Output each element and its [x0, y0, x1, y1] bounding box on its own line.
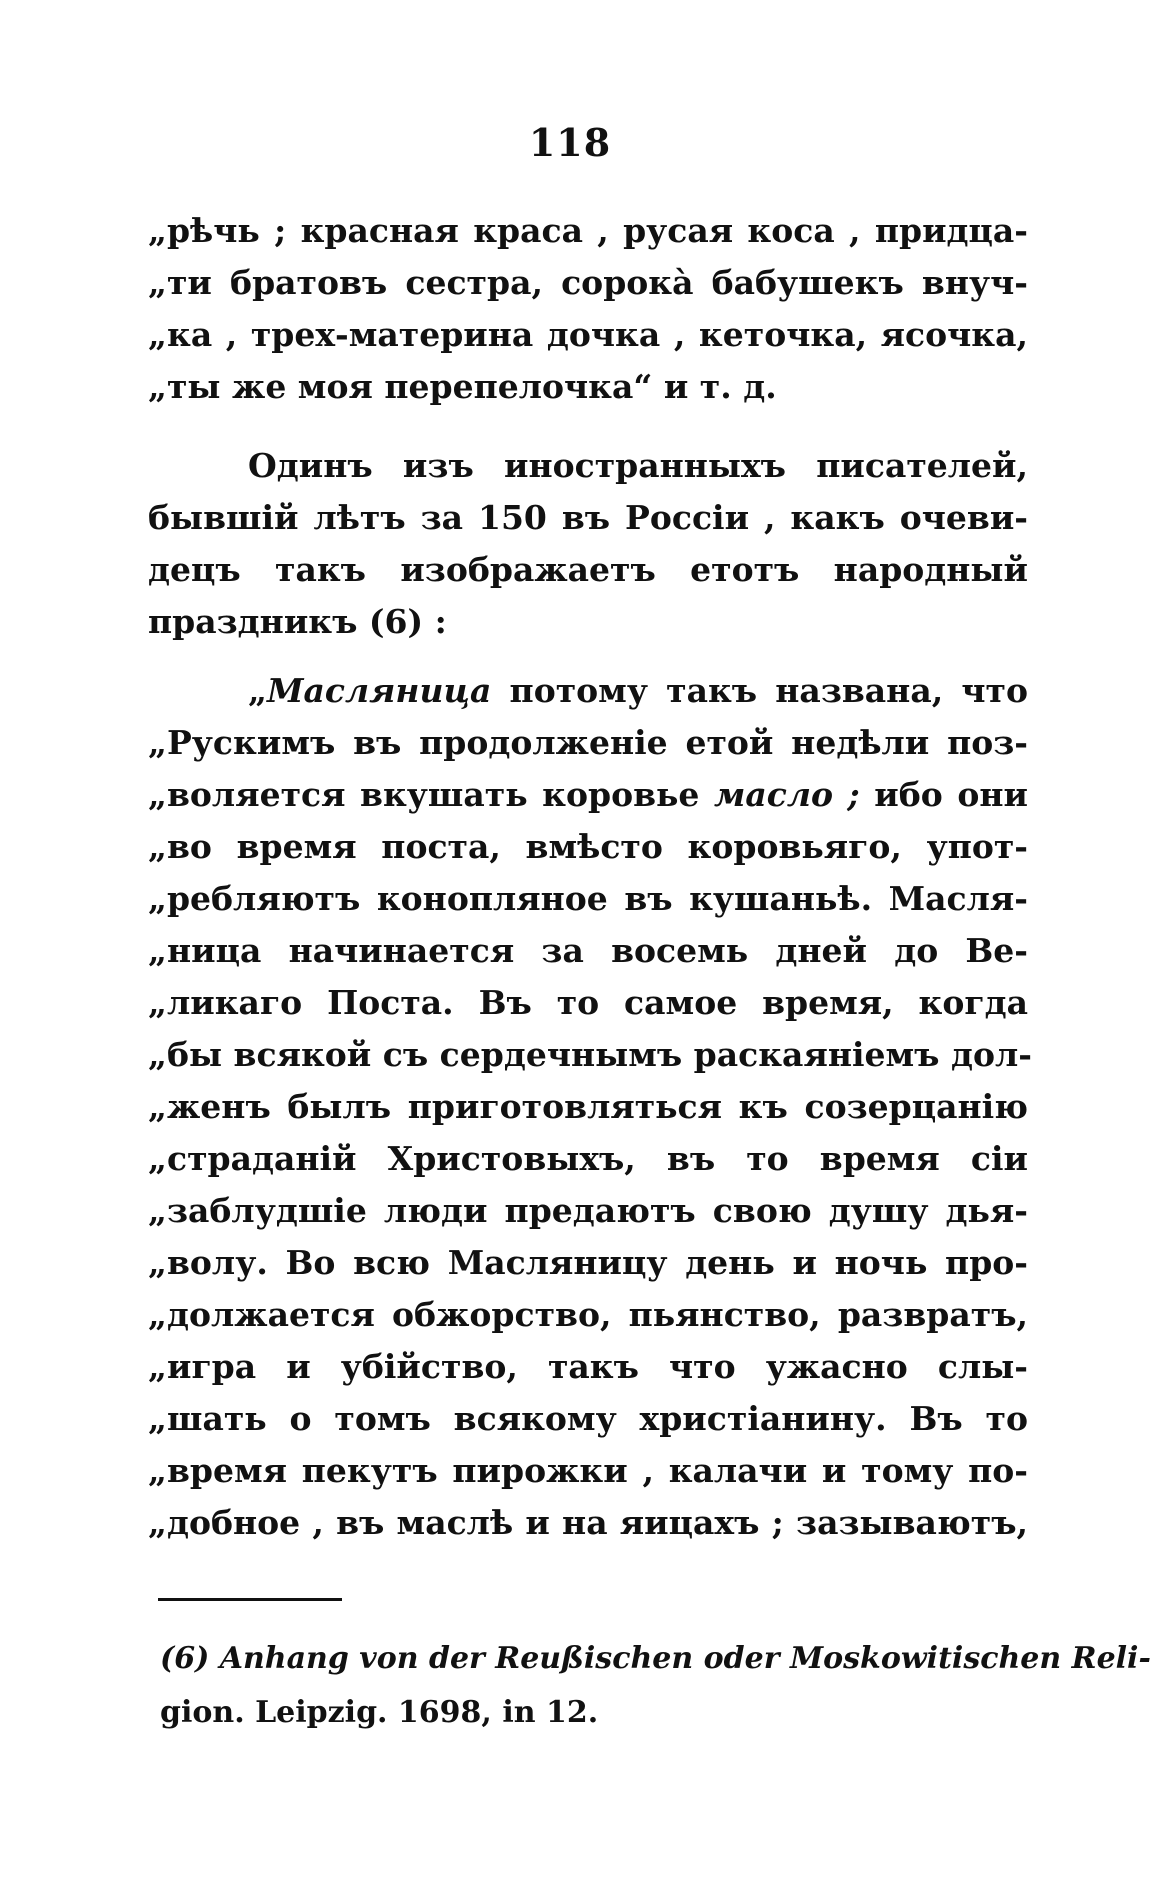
- italic-word: масло ;: [713, 775, 860, 814]
- text-line: „шать о томъ всякому христіанину. Въ то: [148, 1399, 1028, 1438]
- text-line: „время пекутъ пирожки , калачи и тому по-: [148, 1451, 1028, 1490]
- text-line: „ти братовъ сестра, сорокà бабушекъ внуч-: [148, 263, 1028, 302]
- text-line: праздникъ (6) :: [148, 602, 447, 641]
- text-line: „женъ былъ приготовляться къ созерцанію: [148, 1087, 1028, 1126]
- text-line: „должается обжорство, пьянство, развратъ,: [148, 1295, 1028, 1334]
- text-line: „заблудшіе люди предаютъ свою душу дья-: [148, 1191, 1028, 1230]
- footnote-line: gion. Leipzig. 1698, in 12.: [160, 1695, 599, 1730]
- text-line: „игра и убійство, такъ что ужасно слы-: [148, 1347, 1028, 1386]
- quote-mark: „: [248, 671, 267, 710]
- text-line: „ребляютъ конопляное въ кушаньѣ. Масля-: [148, 879, 1028, 918]
- text-line: „ты же моя перепелочка“ и т. д.: [148, 367, 777, 406]
- text-fragment: потому такъ названа, что: [491, 671, 1028, 710]
- text-line: бывшій лѣтъ за 150 въ Россіи , какъ очеви-: [148, 498, 1028, 537]
- page-number: 118: [528, 120, 612, 165]
- quote-third-line: [148, 769, 1028, 821]
- text-fragment: „воляется вкушать коровье: [148, 775, 714, 814]
- footnote: [160, 1632, 1151, 1740]
- text-line: „рѣчь ; красная краса , русая коса , придца-: [148, 211, 1028, 250]
- quote-first-line: [148, 665, 1028, 717]
- text-line: „Рускимъ въ продолженіе етой недѣли поз-: [148, 723, 1028, 762]
- text-fragment: ибо они: [859, 775, 1029, 814]
- quote-paragraph: [148, 665, 1032, 1549]
- text-line: „во время поста, вмѣсто коровьяго, упот-: [148, 827, 1028, 866]
- footnote-divider: [158, 1598, 342, 1601]
- text-line: „ница начинается за восемь дней до Ве-: [148, 931, 1028, 970]
- continuation-paragraph: [148, 205, 1028, 413]
- text-line: „ликаго Поста. Въ то самое время, когда: [148, 983, 1028, 1022]
- text-line: „бы всякой съ сердечнымъ раскаяніемъ дол-: [148, 1035, 1032, 1074]
- intro-paragraph: [148, 440, 1028, 648]
- text-line: „добное , въ маслѣ и на яицахъ ; зазываютъ,: [148, 1503, 1028, 1542]
- text-line: Одинъ изъ иностранныхъ писателей,: [248, 446, 1028, 485]
- italic-word: Масляница: [266, 671, 492, 710]
- text-line: „ка , трех-материна дочка , кеточка, ясочка,: [148, 315, 1028, 354]
- text-line: „страданій Христовыхъ, въ то время сіи: [148, 1139, 1028, 1178]
- footnote-line: (6) Anhang von der Reußischen oder Moskowitischen Reli-: [160, 1641, 1151, 1676]
- text-line: „волу. Во всю Масляницу день и ночь про-: [148, 1243, 1028, 1282]
- text-line: децъ такъ изображаетъ етотъ народный: [148, 550, 1028, 589]
